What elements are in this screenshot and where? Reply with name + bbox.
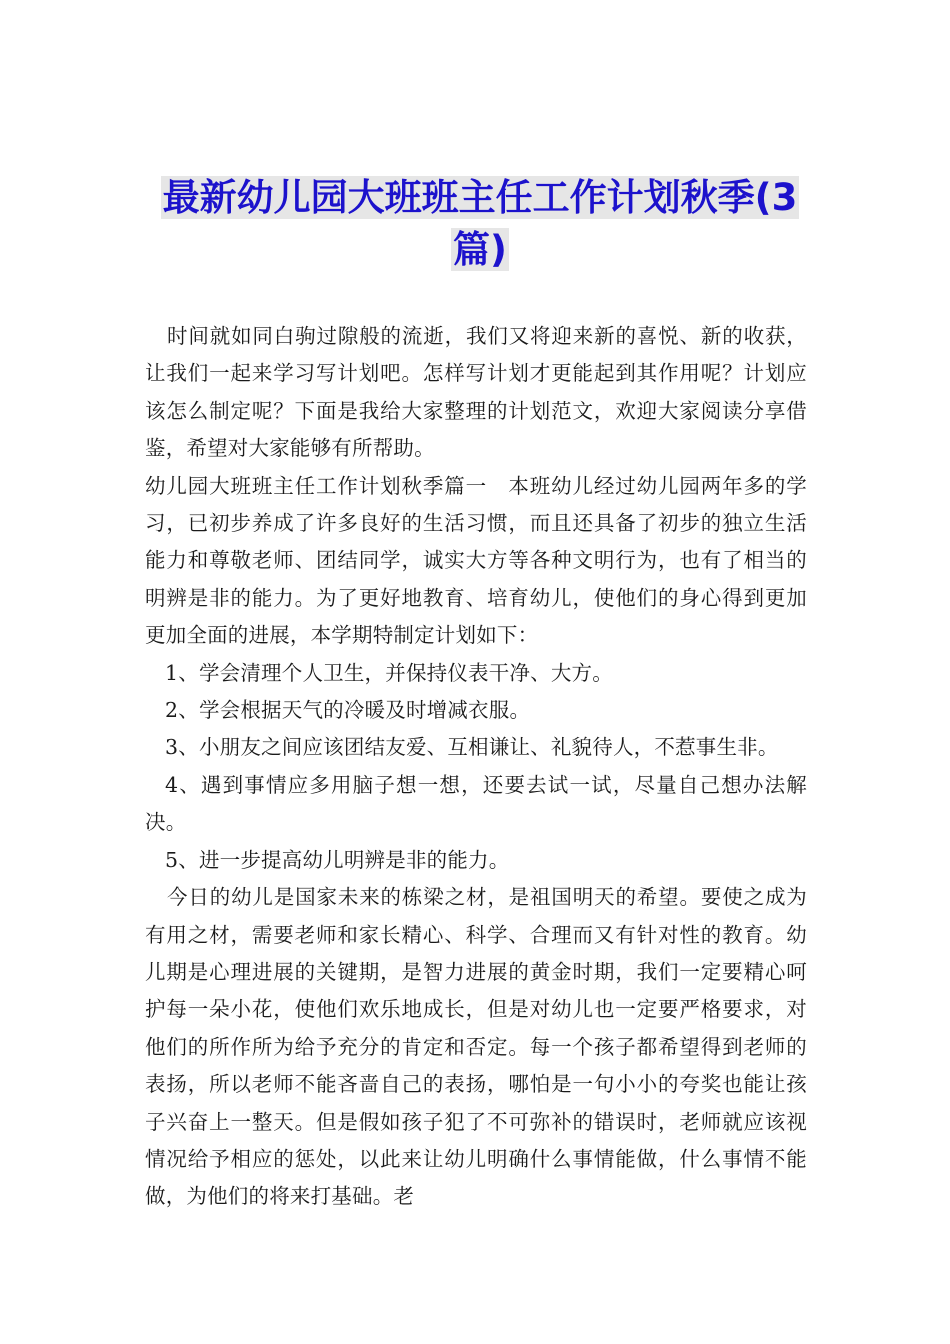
intro-paragraph: 时间就如同白驹过隙般的流逝，我们又将迎来新的喜悦、新的收获，让我们一起来学习写计划吧。怎样写计划才更能起到其作用呢？计划应该怎么制定呢？下面是我给大家整理的计划范文，欢迎大家阅读分享借鉴，希望对大家能够有所帮助。 <box>145 324 807 461</box>
list-item: 5、进一步提高幼儿明辨是非的能力。 <box>165 847 510 872</box>
document-body <box>145 318 807 1216</box>
list-item: 2、学会根据天气的冷暖及时增减衣服。 <box>165 698 531 723</box>
paragraph-2: 今日的幼儿是国家未来的栋梁之材，是祖国明天的希望。要使之成为有用之材，需要老师和家长精心、科学、合理而又有针对性的教育。幼儿期是心理进展的关键期，是智力进展的黄金时期，我们一定要精心呵护每一朵小花，使他们欢乐地成长，但是对幼儿也一定要严格要求，对他们的所作所为给予充分的肯定和否定。每一个孩子都希望得到老师的表扬，所以老师不能吝啬自己的表扬，哪怕是一句小小的夸奖也能让孩子兴奋上一整天。但是假如孩子犯了不可弥补的错误时，老师就应该视情况给予相应的惩处，以此来让幼儿明确什么事情能做，什么事情不能做，为他们的将来打基础。老 <box>145 885 807 1209</box>
document-title <box>140 172 820 276</box>
title-line-2: 篇) <box>453 228 507 271</box>
section-1-paragraph: 幼儿园大班班主任工作计划秋季篇一 本班幼儿经过幼儿园两年多的学习，已初步养成了许多良好的生活习惯，而且还具备了初步的独立生活能力和尊敬老师、团结同学，诚实大方等各种文明行为，也有了相当的明辨是非的能力。为了更好地教育、培育幼儿，使他们的身心得到更加更加全面的进展，本学期特制定计划如下： <box>145 473 807 648</box>
title-line-1: 最新幼儿园大班班主任工作计划秋季(3 <box>162 176 798 219</box>
list-item: 4、遇到事情应多用脑子想一想，还要去试一试，尽量自己想办法解决。 <box>145 772 807 835</box>
list-item: 1、学会清理个人卫生，并保持仪表干净、大方。 <box>165 660 613 685</box>
list-item: 3、小朋友之间应该团结友爱、互相谦让、礼貌待人，不惹事生非。 <box>165 735 779 760</box>
